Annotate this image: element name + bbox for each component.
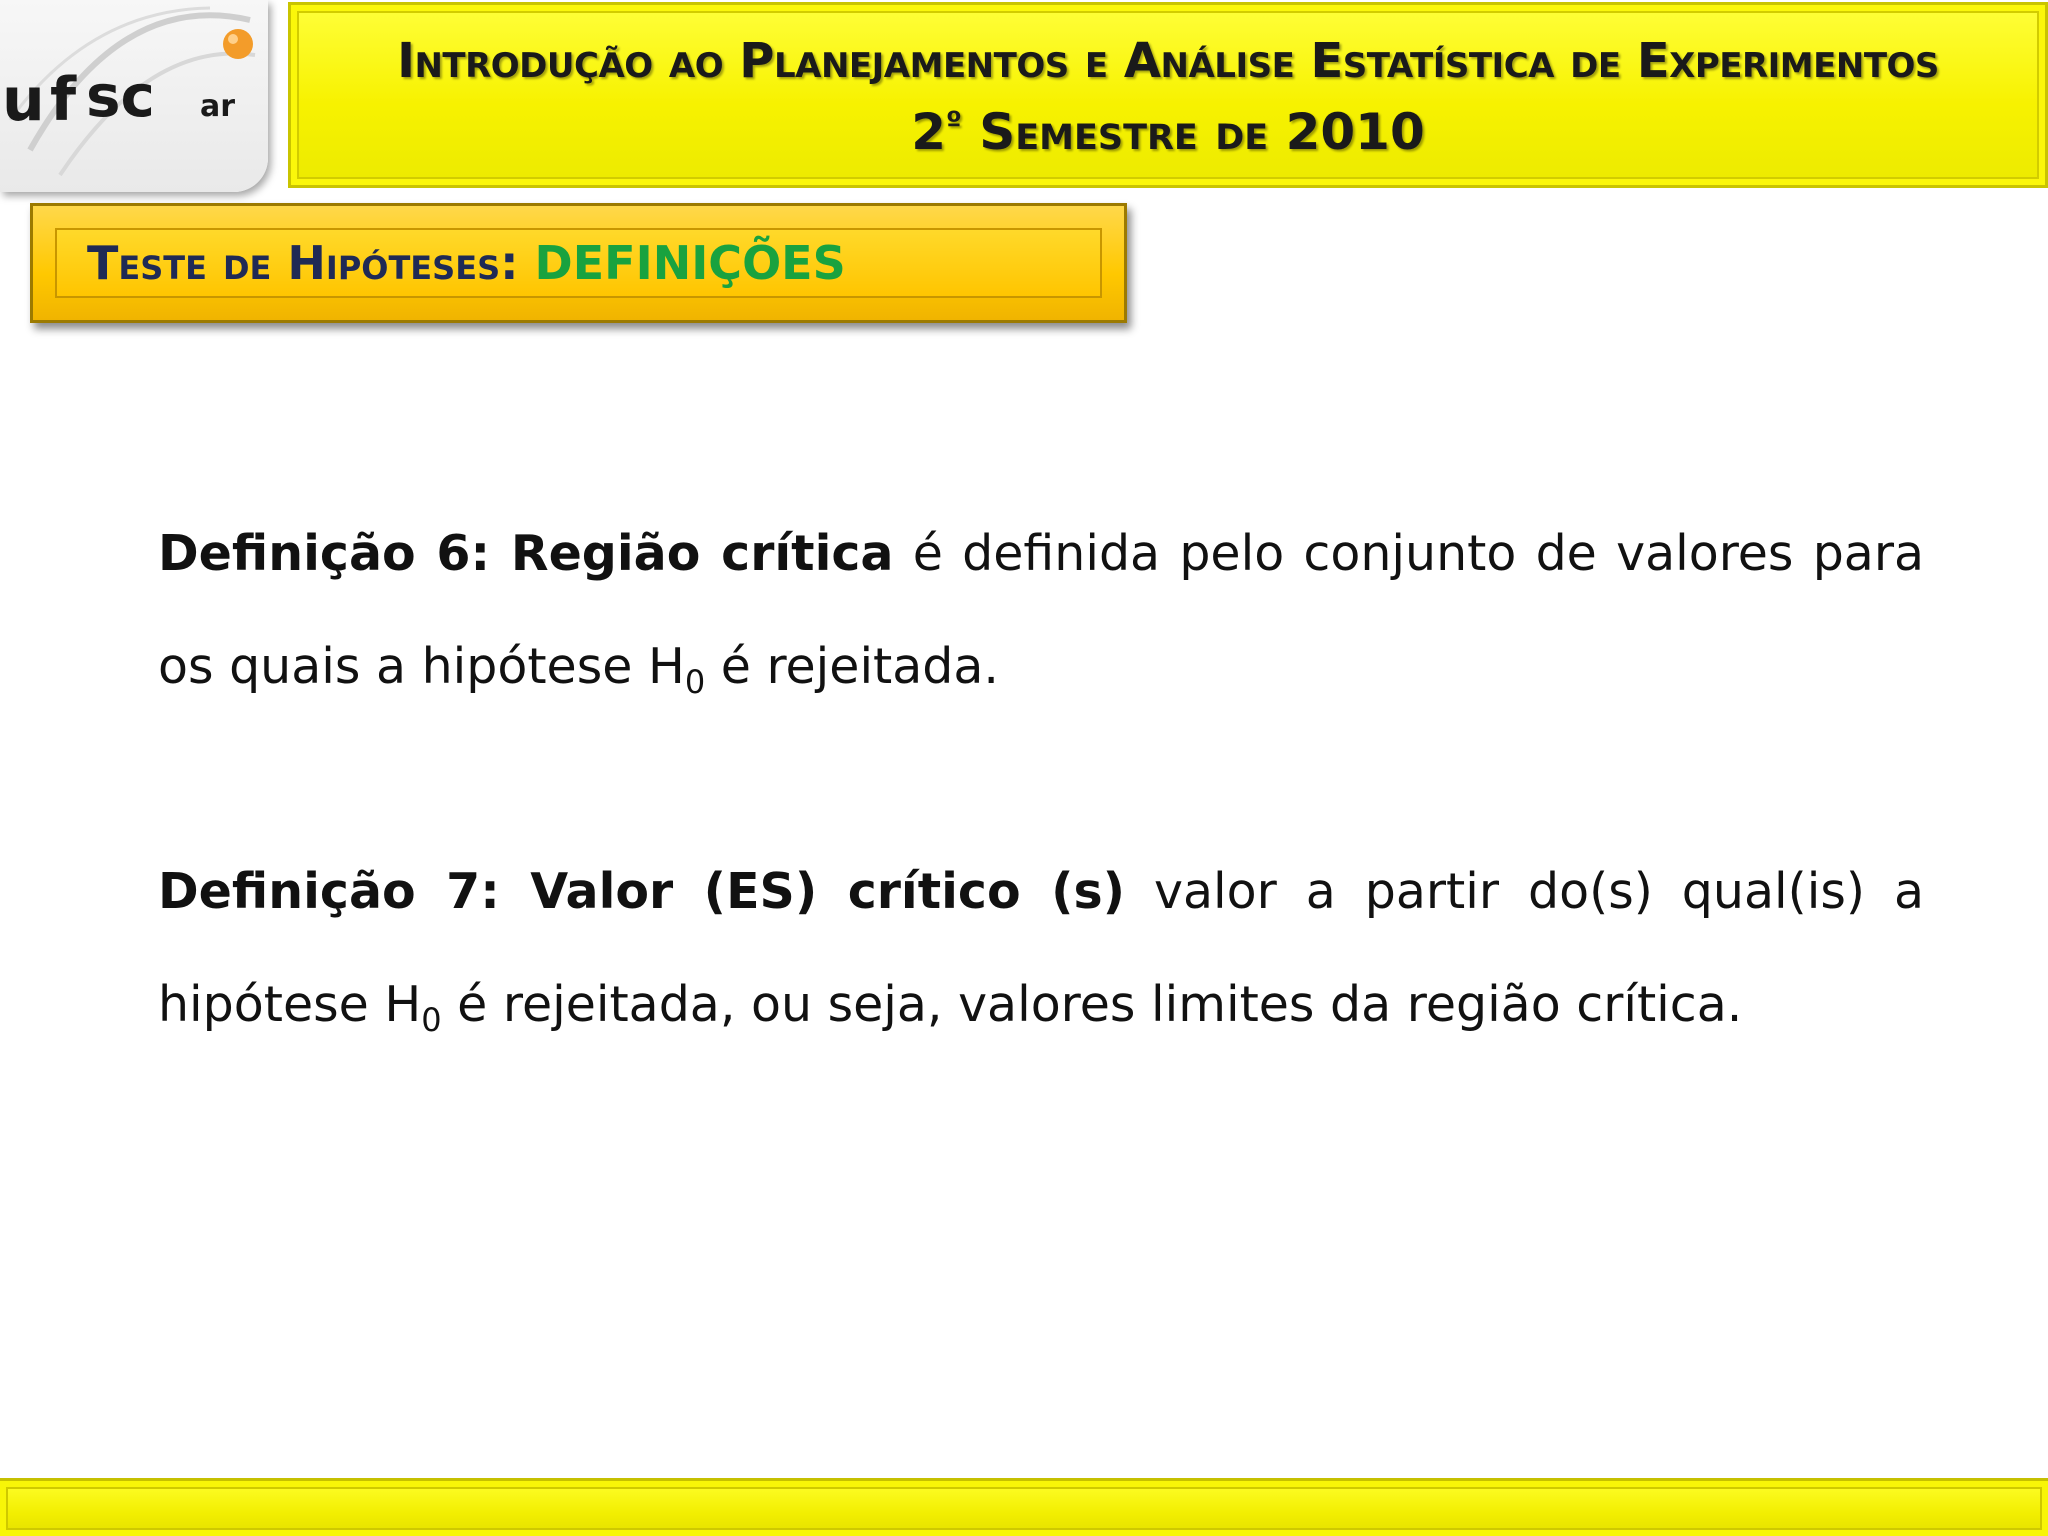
logo-text-f: f [50,65,77,135]
definition-6-subscript: 0 [684,663,706,701]
semester-number: 2 [911,103,947,161]
section-title [87,236,846,290]
course-title: Introdução ao Planejamentos e Análise Estatística de Experimentos [397,33,1939,89]
definition-7-subscript: 0 [421,1001,442,1039]
definition-6-label: Definição 6: Região crítica [158,525,894,582]
semester-ordinal: º [946,105,962,138]
definition-6-text-end: é rejeitada. [705,638,1000,695]
ufscar-logo-icon [0,0,268,192]
section-title-topic: Teste de Hipóteses: [87,236,535,290]
definition-7 [158,835,1924,1061]
definition-7-text-end: é rejeitada, ou seja, valores limites da região crítica. [441,976,1743,1033]
definition-6 [158,497,1924,723]
section-title-inner [55,228,1102,298]
header-banner [288,2,2048,188]
section-title-highlight: DEFINIÇÕES [534,236,846,290]
definition-7-text: valor a partir do(s) qual(is) a hipótese H [158,863,1924,1033]
footer-bar [0,1478,2048,1536]
ufscar-logo [0,0,268,192]
definition-7-label: Definição 7: Valor (ES) crítico (s) [158,863,1126,920]
semester-subtitle [291,103,2045,161]
semester-rest: Semestre de 2010 [961,103,1425,161]
logo-text-u: u [2,65,45,135]
definition-6-text: é definida pelo conjunto de valores para os quais a hipótese H [158,525,1924,695]
logo-text-sc: sc [86,62,155,130]
section-title-box [30,203,1127,323]
logo-text-ar: ar [200,89,236,124]
